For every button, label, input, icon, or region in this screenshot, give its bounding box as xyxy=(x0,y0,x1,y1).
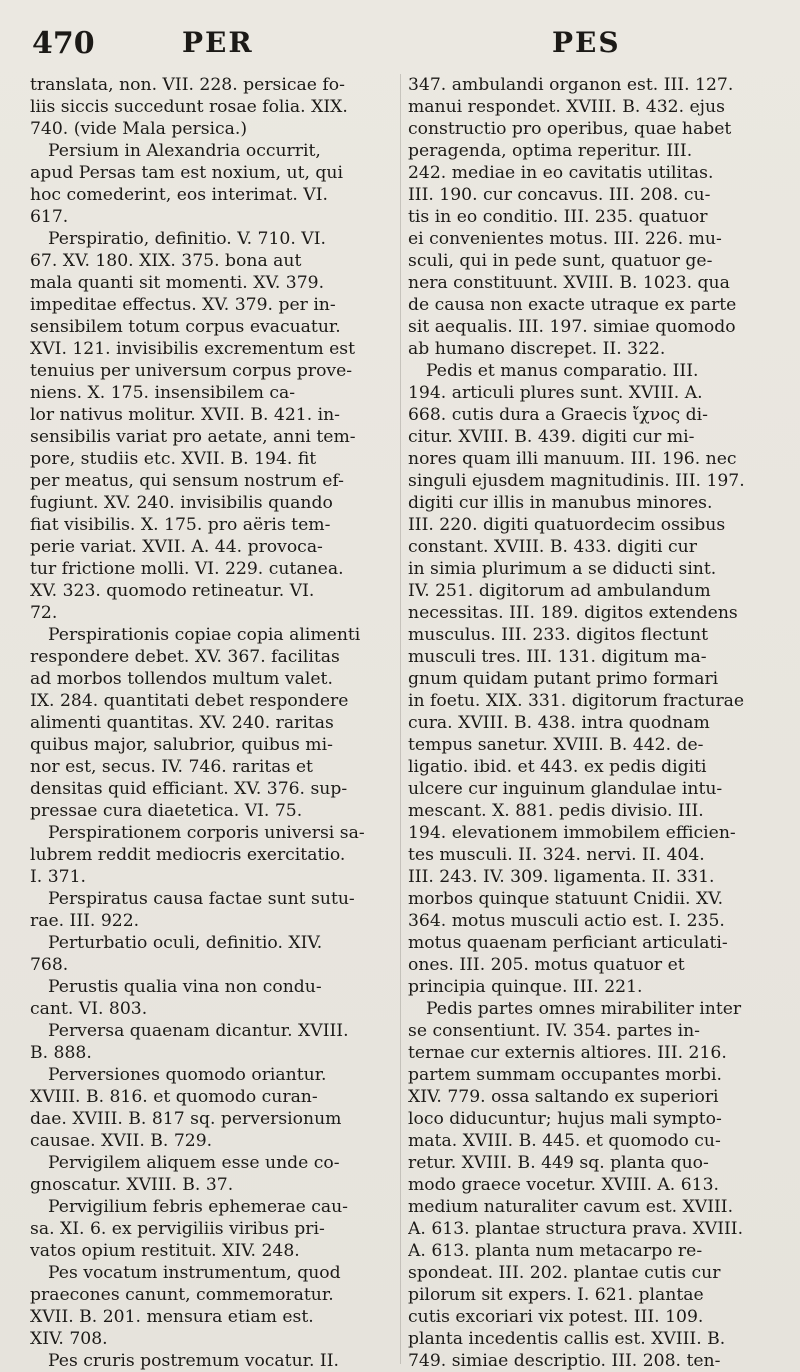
text-line: quibus major, salubrior, quibus mi- xyxy=(30,735,333,755)
text-line: mala quanti sit momenti. XV. 379. xyxy=(30,273,325,293)
text-line: gnoscatur. XVIII. B. 37. xyxy=(30,1175,234,1195)
text-line: sensibilis variat pro aetate, anni tem- xyxy=(30,427,356,447)
text-line: ei convenientes motus. III. 226. mu- xyxy=(408,229,722,249)
text-line: partem summam occupantes morbi. xyxy=(408,1065,722,1085)
text-line: apud Persas tam est noxium, ut, qui xyxy=(30,163,343,183)
text-line: ones. III. 205. motus quatuor et xyxy=(408,955,685,975)
text-line: fiat visibilis. X. 175. pro aëris tem- xyxy=(30,515,331,535)
text-line: 242. mediae in eo cavitatis utilitas. xyxy=(408,163,714,183)
text-line: IV. 251. digitorum ad ambulandum xyxy=(408,581,711,601)
text-line: IX. 284. quantitati debet respondere xyxy=(30,691,349,711)
text-line: Perspiratio, definitio. V. 710. VI. xyxy=(48,229,326,249)
text-line: Pedis partes omnes mirabiliter inter xyxy=(426,999,742,1019)
text-line: III. 243. IV. 309. ligamenta. II. 331. xyxy=(408,867,715,887)
text-line: 749. simiae descriptio. III. 208. ten- xyxy=(408,1351,721,1371)
text-line: 67. XV. 180. XIX. 375. bona aut xyxy=(30,251,302,271)
text-line: fugiunt. XV. 240. invisibilis quando xyxy=(30,493,333,513)
text-line: impeditae effectus. XV. 379. per in- xyxy=(30,295,336,315)
right-column xyxy=(408,74,772,1372)
text-line: manui respondet. XVIII. B. 432. ejus xyxy=(408,97,725,117)
text-line: Pervigilium febris ephemerae cau- xyxy=(48,1197,348,1217)
text-line: in simia plurimum a se diducti sint. xyxy=(408,559,717,579)
text-line: tenuius per universum corpus prove- xyxy=(30,361,353,381)
text-line: motus quaenam perficiant articulati- xyxy=(408,933,728,953)
text-line: 617. xyxy=(30,207,69,227)
text-line: XVII. B. 201. mensura etiam est. xyxy=(30,1307,314,1327)
left-column xyxy=(30,74,394,1372)
text-line: sit aequalis. III. 197. simiae quomodo xyxy=(408,317,736,337)
text-line: praecones canunt, commemoratur. xyxy=(30,1285,334,1305)
text-line: cutis excoriari vix potest. III. 109. xyxy=(408,1307,704,1327)
text-line: Perspiratus causa factae sunt sutu- xyxy=(48,889,355,909)
text-line: densitas quid efficiant. XV. 376. sup- xyxy=(30,779,348,799)
text-line: constructio pro operibus, quae habet xyxy=(408,119,732,139)
text-line: sculi, qui in pede sunt, quatuor ge- xyxy=(408,251,713,271)
text-line: pressae cura diaetetica. VI. 75. xyxy=(30,801,303,821)
text-line: respondere debet. XV. 367. facilitas xyxy=(30,647,340,667)
text-line: retur. XVIII. B. 449 sq. planta quo- xyxy=(408,1153,709,1173)
text-line: 364. motus musculi actio est. I. 235. xyxy=(408,911,725,931)
text-line: III. 190. cur concavus. III. 208. cu- xyxy=(408,185,711,205)
text-line: 668. cutis dura a Graecis ἴχνος di- xyxy=(408,405,708,425)
text-line: XIV. 708. xyxy=(30,1329,108,1349)
text-line: hoc comederint, eos interimat. VI. xyxy=(30,185,328,205)
text-line: tempus sanetur. XVIII. B. 442. de- xyxy=(408,735,704,755)
text-line: nera constituunt. XVIII. B. 1023. qua xyxy=(408,273,730,293)
text-line: planta incedentis callis est. XVIII. B. xyxy=(408,1329,726,1349)
text-line: XV. 323. quomodo retineatur. VI. xyxy=(30,581,315,601)
running-header xyxy=(0,18,800,68)
text-line: medium naturaliter cavum est. XVIII. xyxy=(408,1197,734,1217)
header-left-word: PER xyxy=(182,26,254,59)
text-line: tes musculi. II. 324. nervi. II. 404. xyxy=(408,845,705,865)
page-number: 470 xyxy=(32,26,95,61)
text-line: cura. XVIII. B. 438. intra quodnam xyxy=(408,713,710,733)
text-line: in foetu. XIX. 331. digitorum fracturae xyxy=(408,691,745,711)
text-line: morbos quinque statuunt Cnidii. XV. xyxy=(408,889,724,909)
text-line: 740. (vide Mala persica.) xyxy=(30,119,248,139)
text-line: mata. XVIII. B. 445. et quomodo cu- xyxy=(408,1131,721,1151)
text-line: Pes vocatum instrumentum, quod xyxy=(48,1263,341,1283)
text-line: Perustis qualia vina non condu- xyxy=(48,977,322,997)
text-line: modo graece vocetur. XVIII. A. 613. xyxy=(408,1175,719,1195)
text-line: B. 888. xyxy=(30,1043,92,1063)
text-line: 72. xyxy=(30,603,58,623)
text-line: 347. ambulandi organon est. III. 127. xyxy=(408,75,734,95)
text-line: translata, non. VII. 228. persicae fo- xyxy=(30,75,345,95)
text-line: A. 613. plantae structura prava. XVIII. xyxy=(408,1219,744,1239)
text-line: loco diducuntur; hujus mali sympto- xyxy=(408,1109,722,1129)
text-line: sensibilem totum corpus evacuatur. xyxy=(30,317,341,337)
text-line: XVIII. B. 816. et quomodo curan- xyxy=(30,1087,318,1107)
text-line: constant. XVIII. B. 433. digiti cur xyxy=(408,537,697,557)
text-line: 768. xyxy=(30,955,69,975)
text-line: Pes cruris postremum vocatur. II. xyxy=(48,1351,339,1371)
text-line: ad morbos tollendos multum valet. xyxy=(30,669,333,689)
text-line: 194. elevationem immobilem efficien- xyxy=(408,823,736,843)
text-line: musculus. III. 233. digitos flectunt xyxy=(408,625,708,645)
text-line: mescant. X. 881. pedis divisio. III. xyxy=(408,801,704,821)
text-line: tur frictione molli. VI. 229. cutanea. xyxy=(30,559,344,579)
text-line: Persium in Alexandria occurrit, xyxy=(48,141,321,161)
text-line: Perversiones quomodo oriantur. xyxy=(48,1065,327,1085)
text-line: 194. articuli plures sunt. XVIII. A. xyxy=(408,383,703,403)
text-line: necessitas. III. 189. digitos extendens xyxy=(408,603,738,623)
text-line: sa. XI. 6. ex pervigiliis viribus pri- xyxy=(30,1219,325,1239)
text-line: niens. X. 175. insensibilem ca- xyxy=(30,383,296,403)
text-line: nores quam illi manuum. III. 196. nec xyxy=(408,449,737,469)
text-line: alimenti quantitas. XV. 240. raritas xyxy=(30,713,334,733)
text-line: spondeat. III. 202. plantae cutis cur xyxy=(408,1263,721,1283)
text-line: pilorum sit expers. I. 621. plantae xyxy=(408,1285,704,1305)
text-line: causae. XVII. B. 729. xyxy=(30,1131,213,1151)
text-line: I. 371. xyxy=(30,867,86,887)
text-line: Pervigilem aliquem esse unde co- xyxy=(48,1153,340,1173)
text-line: singuli ejusdem magnitudinis. III. 197. xyxy=(408,471,745,491)
header-right-word: PES xyxy=(552,26,621,59)
text-line: rae. III. 922. xyxy=(30,911,140,931)
text-line: III. 220. digiti quatuordecim ossibus xyxy=(408,515,726,535)
text-line: Perturbatio oculi, definitio. XIV. xyxy=(48,933,323,953)
text-line: A. 613. planta num metacarpo re- xyxy=(408,1241,703,1261)
text-line: XIV. 779. ossa saltando ex superiori xyxy=(408,1087,719,1107)
text-line: lor nativus molitur. XVII. B. 421. in- xyxy=(30,405,340,425)
text-line: pore, studiis etc. XVII. B. 194. fit xyxy=(30,449,317,469)
text-line: XVI. 121. invisibilis excrementum est xyxy=(30,339,356,359)
text-line: ab humano discrepet. II. 322. xyxy=(408,339,666,359)
text-line: ulcere cur inguinum glandulae intu- xyxy=(408,779,723,799)
text-line: dae. XVIII. B. 817 sq. perversionum xyxy=(30,1109,342,1129)
text-line: Perversa quaenam dicantur. XVIII. xyxy=(48,1021,349,1041)
text-line: tis in eo conditio. III. 235. quatuor xyxy=(408,207,708,227)
text-line: per meatus, qui sensum nostrum ef- xyxy=(30,471,344,491)
text-line: liis siccis succedunt rosae folia. XIX. xyxy=(30,97,348,117)
text-line: ligatio. ibid. et 443. ex pedis digiti xyxy=(408,757,707,777)
text-line: peragenda, optima reperitur. III. xyxy=(408,141,693,161)
text-line: nor est, secus. IV. 746. raritas et xyxy=(30,757,313,777)
text-line: lubrem reddit mediocris exercitatio. xyxy=(30,845,346,865)
text-line: citur. XVIII. B. 439. digiti cur mi- xyxy=(408,427,695,447)
text-line: ternae cur externis altiores. III. 216. xyxy=(408,1043,727,1063)
text-columns xyxy=(30,74,772,1371)
text-line: musculi tres. III. 131. digitum ma- xyxy=(408,647,707,667)
text-line: digiti cur illis in manubus minores. xyxy=(408,493,713,513)
text-line: cant. VI. 803. xyxy=(30,999,148,1019)
text-line: perie variat. XVII. A. 44. provoca- xyxy=(30,537,323,557)
text-line: gnum quidam putant primo formari xyxy=(408,669,719,689)
text-line: Perspirationis copiae copia alimenti xyxy=(48,625,361,645)
text-line: Perspirationem corporis universi sa- xyxy=(48,823,365,843)
text-line: Pedis et manus comparatio. III. xyxy=(426,361,699,381)
text-line: de causa non exacte utraque ex parte xyxy=(408,295,737,315)
text-line: vatos opium restituit. XIV. 248. xyxy=(30,1241,300,1261)
text-line: se consentiunt. IV. 354. partes in- xyxy=(408,1021,700,1041)
text-line: principia quinque. III. 221. xyxy=(408,977,643,997)
